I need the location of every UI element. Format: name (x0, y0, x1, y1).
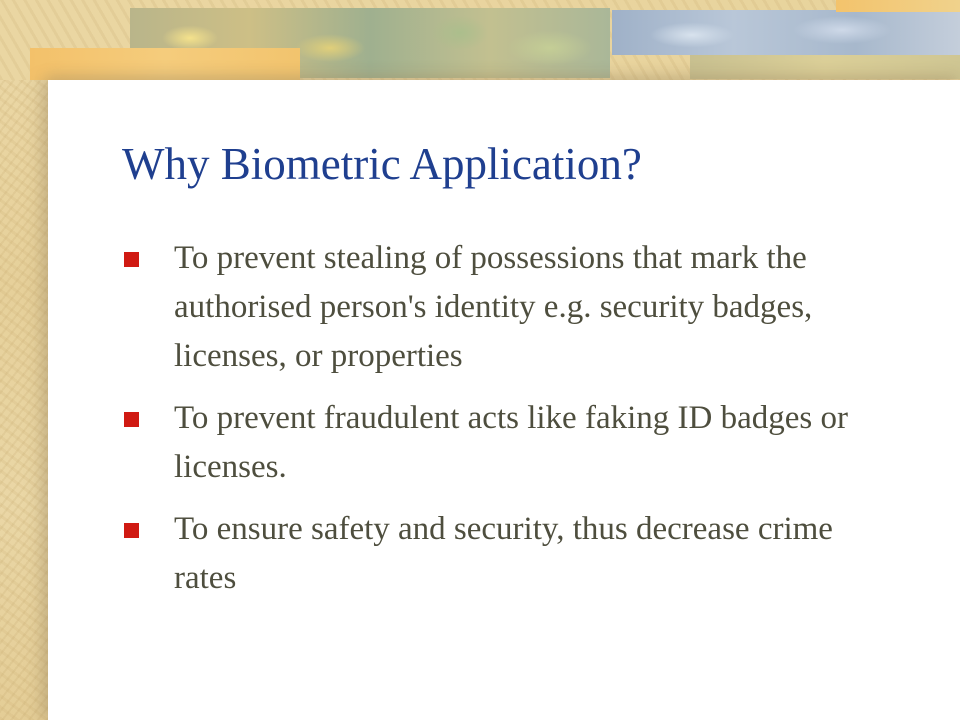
bullet-item (124, 234, 864, 381)
bullet-item (124, 505, 864, 603)
blue-banner-image (612, 10, 960, 55)
bullet-text: To prevent stealing of possessions that mark the authorised person's identity e.g. security badges, licenses, or properties (174, 240, 813, 374)
slide-title: Why Biometric Application? (122, 139, 642, 189)
bullet-text: To prevent fraudulent acts like faking ID badges or licenses. (174, 400, 848, 485)
square-bullet-icon (124, 252, 139, 267)
bullet-item (124, 394, 864, 492)
square-bullet-icon (124, 412, 139, 427)
square-bullet-icon (124, 523, 139, 538)
olive-band-decoration (690, 55, 960, 79)
yellow-corner-decoration (836, 0, 960, 12)
left-texture-decoration (0, 0, 48, 720)
bullet-text: To ensure safety and security, thus decrease crime rates (174, 511, 833, 596)
bullet-list (124, 234, 864, 616)
yellow-band-decoration (30, 48, 300, 80)
